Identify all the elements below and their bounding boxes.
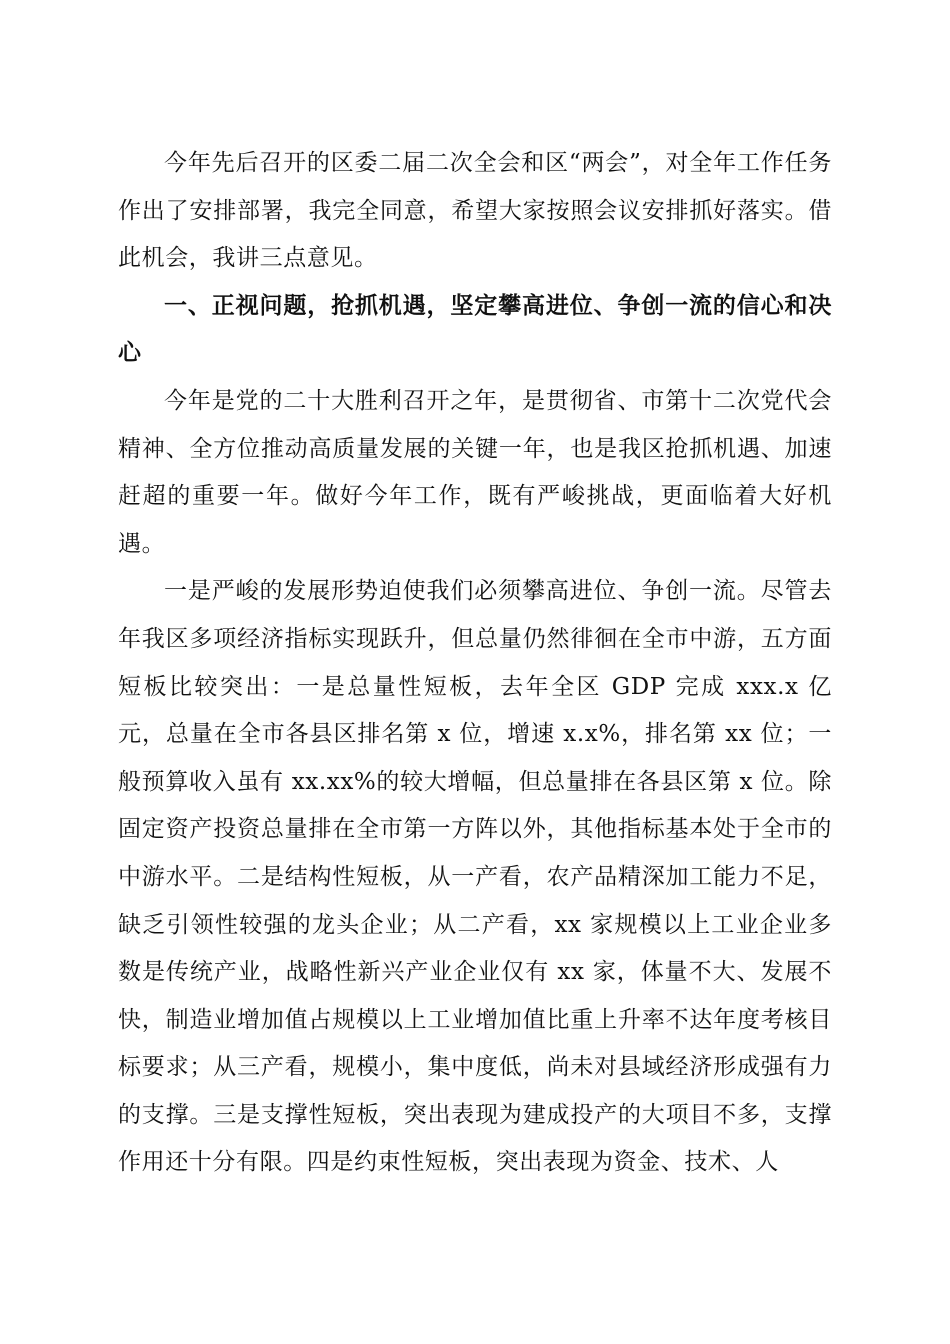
section-heading-1: 一、正视问题，抢抓机遇，坚定攀高进位、争创一流的信心和决心 <box>118 292 832 367</box>
point-1-lead-sentence: 一是严峻的发展形势迫使我们必须攀高进位、争创一流。 <box>164 578 761 605</box>
document-body <box>118 140 832 1187</box>
point-1-paragraph <box>118 568 832 1187</box>
context-paragraph: 今年是党的二十大胜利召开之年，是贯彻省、市第十二次党代会精神、全方位推动高质量发展的关键一年，也是我区抢抓机遇、加速赶超的重要一年。做好今年工作，既有严峻挑战，更面临着大好机遇。 <box>118 387 832 557</box>
point-1-body-text: 尽管去年我区多项经济指标实现跃升，但总量仍然徘徊在全市中游，五方面短板比较突出：一是总量性短板，去年全区 GDP 完成 xxx.x 亿元，总量在全市各县区排名第 x 位，增速 x.x%，排名第 xx 位；一般预算收入虽有 xx.xx%的较大增幅，但总量排在各县区第 x 位。除固定资产投资总量排在全市第一方阵以外，其他指标基本处于全市的中游水平。二是结构性短板，从一产看，农产品精深加工能力不足，缺乏引领性较强的龙头企业；从二产看，xx 家规模以上工业企业多数是传统产业，战略性新兴产业企业仅有 xx 家，体量不大、发展不快，制造业增加值占规模以上工业增加值比重上升率不达年度考核目标要求；从三产看，规模小，集中度低，尚未对县域经济形成强有力的支撑。三是支撑性短板，突出表现为建成投产的大项目不多，支撑作用还十分有限。四是约束性短板，突出表现为资金、技术、人 <box>118 578 832 1176</box>
intro-paragraph: 今年先后召开的区委二届二次全会和区“两会”，对全年工作任务作出了安排部署，我完全同意，希望大家按照会议安排抓好落实。借此机会，我讲三点意见。 <box>118 150 832 272</box>
